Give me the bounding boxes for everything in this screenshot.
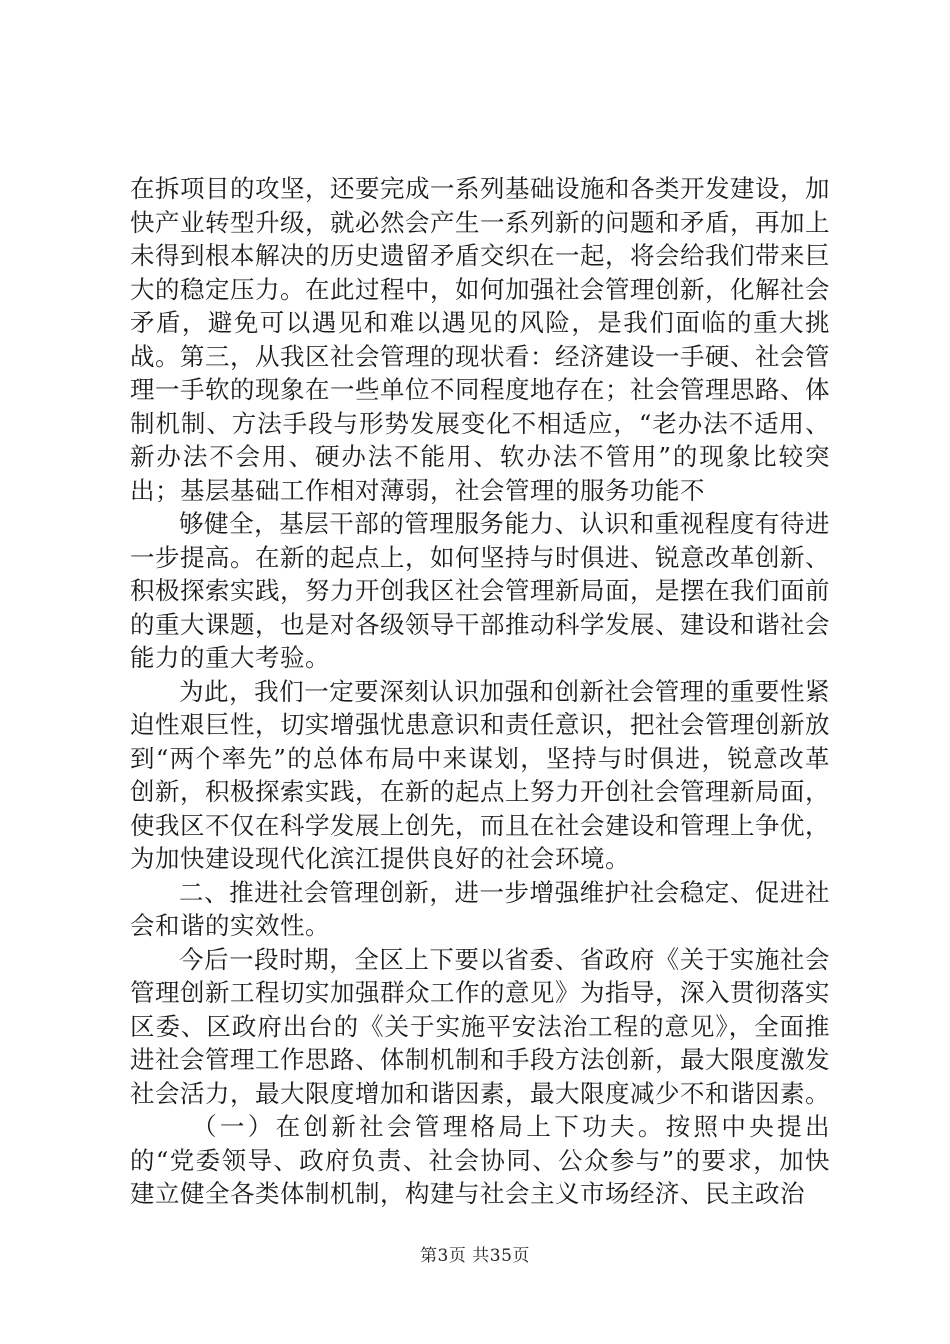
paragraph-1: 够健全，基层干部的管理服务能力、认识和重视程度有待进一步提高。在新的起点上，如何坚持与时俱进、锐意改革创新、积极探索实践，努力开创我区社会管理新局面，是摆在我们面前的重大课题，也是对各级领导干部推动科学发展、建设和谐社会能力的重大考验。 [130, 509, 830, 672]
paragraph-4: （一）在创新社会管理格局上下功夫。按照中央提出的“党委领导、政府负责、社会协同、公众参与”的要求，加快建立健全各类体制机制，构建与社会主义市场经济、民主政治 [130, 1112, 830, 1208]
document-body [130, 172, 830, 1211]
section-heading-2: 二、推进社会管理创新，进一步增强维护社会稳定、促进社会和谐的实效性。 [130, 877, 830, 940]
paragraph-continuation: 在拆项目的攻坚，还要完成一系列基础设施和各类开发建设，加快产业转型升级，就必然会产生一系列新的问题和矛盾，再加上未得到根本解决的历史遗留矛盾交织在一起，将会给我们带来巨大的稳定压力。在此过程中，如何加强社会管理创新，化解社会矛盾，避免可以遇见和难以遇见的风险，是我们面临的重大挑战。第三，从我区社会管理的现状看：经济建设一手硬、社会管理一手软的现象在一些单位不同程度地存在；社会管理思路、体制机制、方法手段与形势发展变化不相适应，“老办法不适用、新办法不会用、硬办法不能用、软办法不管用”的现象比较突出；基层基础工作相对薄弱，社会管理的服务功能不 [130, 174, 830, 505]
paragraph-3: 今后一段时期，全区上下要以省委、省政府《关于实施社会管理创新工程切实加强群众工作的意见》为指导，深入贯彻落实区委、区政府出台的《关于实施平安法治工程的意见》，全面推进社会管理工作思路、体制机制和手段方法创新，最大限度激发社会活力，最大限度增加和谐因素，最大限度减少不和谐因素。 [130, 944, 830, 1108]
page-number-footer: 第3页 共35页 [420, 1246, 530, 1266]
paragraph-2: 为此，我们一定要深刻认识加强和创新社会管理的重要性紧迫性艰巨性，切实增强忧患意识和责任意识，把社会管理创新放到“两个率先”的总体布局中来谋划，坚持与时俱进，锐意改革创新，积极探索实践，在新的起点上努力开创社会管理新局面，使我区不仅在科学发展上创先，而且在社会建设和管理上争优，为加快建设现代化滨江提供良好的社会环境。 [130, 676, 830, 873]
